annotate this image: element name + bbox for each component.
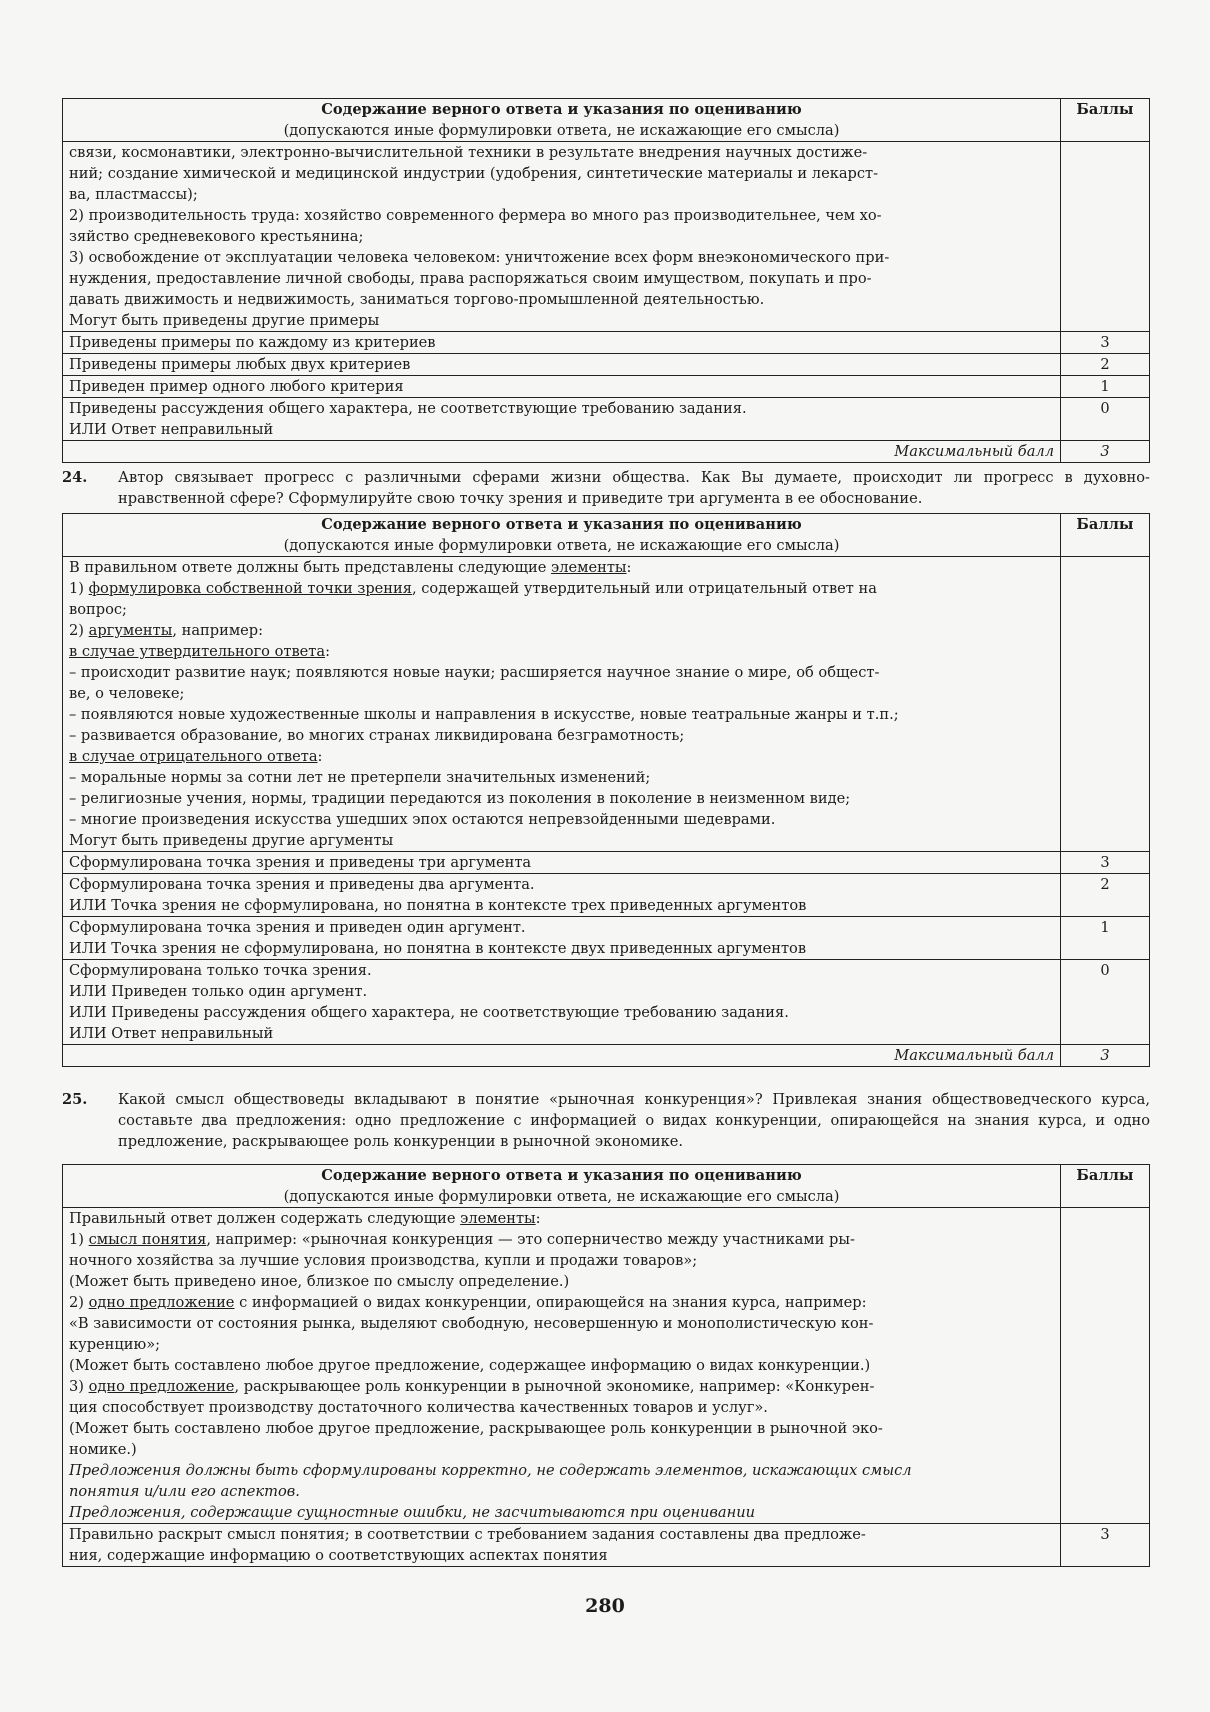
empty-points-cell [1061,1208,1150,1524]
criterion-row [63,874,1150,917]
underlined-term: элементы [551,559,627,576]
criterion-text: Приведены примеры по каждому из критериев [63,332,1061,354]
text-part: 3) [69,1378,89,1395]
text-line: Могут быть приведены другие аргументы [69,832,394,849]
text-line [69,1229,1054,1250]
text-line: ве, о человеке; [69,685,185,702]
text-line: давать движимость и недвижимость, заниматься торгово-промышленной деятельностью. [69,291,765,308]
max-score-row [63,1045,1150,1067]
header-points-cell [1061,99,1150,142]
text-line [69,1208,1054,1229]
criterion-line: ИЛИ Ответ неправильный [69,421,274,438]
table-header-row [63,1165,1150,1208]
criterion-points: 2 [1061,874,1150,917]
criterion-text: Сформулирована точка зрения и приведены три аргумента [63,852,1061,874]
text-part: 1) [69,580,89,597]
criterion-row [63,852,1150,874]
header-title: Содержание верного ответа и указания по оцениванию [321,516,802,533]
empty-points-cell [1061,142,1150,332]
text-line [69,557,1054,578]
question-text: Автор связывает прогресс с различными сферами жизни общества. Как Вы думаете, происходит ли прогресс в духовно-нравственной сфере? Сформулируйте свою точку зрения и приведите три аргумента в ее обоснование. [118,469,1150,507]
criterion-row [63,917,1150,960]
table-header-row [63,99,1150,142]
criterion-points: 0 [1061,398,1150,441]
text-line: (Может быть приведено иное, близкое по смыслу определение.) [69,1273,570,1290]
criterion-text: Приведен пример одного любого критерия [63,376,1061,398]
text-part: : [317,748,323,765]
text-part: , раскрывающее роль конкуренции в рыночной экономике, например: «Конкурен- [234,1378,875,1395]
criterion-row [63,332,1150,354]
header-content-cell [63,514,1061,557]
max-score-label: Максимальный балл [63,441,1061,463]
criterion-points: 2 [1061,354,1150,376]
question-number: 24. [62,469,88,486]
answer-content-row [63,142,1150,332]
header-points-cell [1061,514,1150,557]
criterion-line: ИЛИ Ответ неправильный [69,1025,274,1042]
criterion-line: Сформулирована точка зрения и приведены два аргумента. [69,876,535,893]
header-content-cell [63,99,1061,142]
text-line [69,1376,1054,1397]
underlined-term: формулировка собственной точки зрения [88,580,412,597]
criterion-points: 1 [1061,917,1150,960]
text-part: с информацией о видах конкуренции, опирающейся на знания курса, например: [234,1294,867,1311]
text-line: нуждения, предоставление личной свободы, права распоряжаться своим имуществом, покупать и про- [69,270,872,287]
text-part: : [535,1210,541,1227]
question-24 [62,467,1150,509]
table-header-row [63,514,1150,557]
header-subtitle: (допускаются иные формулировки ответа, не искажающие его смысла) [283,537,840,554]
text-part: 1) [69,1231,89,1248]
text-line: (Может быть составлено любое другое предложение, содержащее информацию о видах конкуренции.) [69,1357,871,1374]
text-line: – развивается образование, во многих странах ликвидирована безграмотность; [69,727,685,744]
text-line: – многие произведения искусства ушедших эпох остаются непревзойденными шедеврами. [69,811,776,828]
header-title: Содержание верного ответа и указания по оцениванию [321,101,802,118]
text-line: 3) освобождение от эксплуатации человека человеком: уничтожение всех форм внеэкономического при- [69,249,890,266]
header-subtitle: (допускаются иные формулировки ответа, не искажающие его смысла) [283,122,840,139]
criterion-points: 3 [1061,852,1150,874]
criterion-points: 3 [1061,332,1150,354]
text-part: , например: «рыночная конкуренция — это соперничество между участниками ры- [206,1231,855,1248]
text-line: 2) производительность труда: хозяйство современного фермера во много раз производительнее, чем хо- [69,207,882,224]
text-line: ночного хозяйства за лучшие условия производства, купли и продажи товаров»; [69,1252,698,1269]
page-content [62,98,1150,1567]
text-line [69,578,1054,599]
text-line: вопрос; [69,601,127,618]
text-line: ция способствует производству достаточного количества качественных товаров и услуг». [69,1399,768,1416]
italic-note-line: Предложения, содержащие сущностные ошибки, не засчитываются при оценивании [69,1504,755,1521]
criterion-points: 0 [1061,960,1150,1045]
text-line: ва, пластмассы); [69,186,198,203]
header-points: Баллы [1076,516,1134,533]
underlined-term: одно предложение [88,1378,235,1395]
criterion-points: 3 [1061,1524,1150,1567]
criterion-line: ния, содержащие информацию о соответствующих аспектах понятия [69,1547,608,1564]
text-part: Правильный ответ должен содержать следующие [69,1210,461,1227]
text-line: – появляются новые художественные школы и направления в искусстве, новые театральные жанры и т.п.; [69,706,899,723]
underlined-term: аргументы [88,622,173,639]
criterion-text: Приведены примеры любых двух критериев [63,354,1061,376]
criteria-table-25 [62,1164,1150,1567]
criterion-text-cell [63,1524,1061,1567]
text-line: зяйство средневекового крестьянина; [69,228,364,245]
question-number: 25. [62,1091,88,1108]
criterion-points: 1 [1061,376,1150,398]
text-line [69,746,1054,767]
question-text: Какой смысл обществоведы вкладывают в понятие «рыночная конкуренция»? Привлекая знания обществоведческого курса, составьте два предложения: одно предложение с информацией о видах конкуренции, опирающейся на знания курса, и одно предложение, раскрывающее роль конкуренции в рыночной экономике. [118,1091,1150,1150]
max-score-label: Максимальный балл [63,1045,1061,1067]
page-number: 280 [585,1595,625,1617]
header-title: Содержание верного ответа и указания по оцениванию [321,1167,802,1184]
criterion-line: ИЛИ Приведены рассуждения общего характера, не соответствующие требованию задания. [69,1004,789,1021]
answer-content-cell [63,557,1061,852]
text-line [69,1292,1054,1313]
header-points: Баллы [1076,101,1134,118]
question-25 [62,1089,1150,1152]
text-part: В правильном ответе должны быть представлены следующие [69,559,552,576]
answer-content-cell [63,1208,1061,1524]
text-part: , например: [172,622,264,639]
answer-content-cell [63,142,1061,332]
criteria-table-23 [62,98,1150,463]
criterion-row [63,1524,1150,1567]
answer-content-row [63,557,1150,852]
criterion-row [63,960,1150,1045]
text-line: «В зависимости от состояния рынка, выделяют свободную, несовершенную и монополистическую кон- [69,1315,874,1332]
spacer [62,1067,1150,1085]
criterion-line: ИЛИ Приведен только один аргумент. [69,983,368,1000]
text-line: номике.) [69,1441,137,1458]
text-part: : [325,643,330,660]
max-score-row [63,441,1150,463]
text-line [69,620,1054,641]
criterion-row [63,376,1150,398]
empty-points-cell [1061,557,1150,852]
text-part: 2) [69,622,89,639]
italic-note-line: Предложения должны быть сформулированы корректно, не содержать элементов, искажающих смысл [69,1462,912,1479]
criterion-line: Приведены рассуждения общего характера, не соответствующие требованию задания. [69,400,747,417]
criterion-text-cell [63,917,1061,960]
header-points: Баллы [1076,1167,1134,1184]
answer-content-row [63,1208,1150,1524]
criterion-row [63,398,1150,441]
text-line [69,641,1054,662]
criterion-row [63,354,1150,376]
underlined-term: в случае утвердительного ответа [69,643,326,660]
criterion-line: ИЛИ Точка зрения не сформулирована, но понятна в контексте двух приведенных аргументов [69,940,807,957]
header-points-cell [1061,1165,1150,1208]
underlined-term: смысл понятия [88,1231,207,1248]
text-line: – религиозные учения, нормы, традиции передаются из поколения в поколение в неизменном виде; [69,790,851,807]
criterion-line: Правильно раскрыт смысл понятия; в соответствии с требованием задания составлены два предложе- [69,1526,866,1543]
italic-note-line: понятия и/или его аспектов. [69,1483,300,1500]
text-line: – моральные нормы за сотни лет не претерпели значительных изменений; [69,769,651,786]
max-score-value: 3 [1061,1045,1150,1067]
criterion-line: ИЛИ Точка зрения не сформулирована, но понятна в контексте трех приведенных аргументов [69,897,807,914]
text-part: : [626,559,632,576]
criteria-table-24 [62,513,1150,1067]
criterion-text-cell [63,960,1061,1045]
text-line: (Может быть составлено любое другое предложение, раскрывающее роль конкуренции в рыночной эко- [69,1420,883,1437]
text-part: 2) [69,1294,89,1311]
underlined-term: одно предложение [88,1294,235,1311]
text-line: связи, космонавтики, электронно-вычислительной техники в результате внедрения научных достиже- [69,144,868,161]
underlined-term: элементы [460,1210,536,1227]
header-subtitle: (допускаются иные формулировки ответа, не искажающие его смысла) [283,1188,840,1205]
text-line: куренцию»; [69,1336,161,1353]
header-content-cell [63,1165,1061,1208]
text-line: Могут быть приведены другие примеры [69,312,380,329]
text-line: ний; создание химической и медицинской индустрии (удобрения, синтетические материалы и лекарст- [69,165,879,182]
criterion-text-cell [63,874,1061,917]
max-score-value: 3 [1061,441,1150,463]
text-part: , содержащей утвердительный или отрицательный ответ на [411,580,877,597]
text-line: – происходит развитие наук; появляются новые науки; расширяется научное знание о мире, об общест- [69,664,880,681]
underlined-term: в случае отрицательного ответа [69,748,318,765]
criterion-text-cell [63,398,1061,441]
criterion-line: Сформулирована только точка зрения. [69,962,372,979]
criterion-line: Сформулирована точка зрения и приведен один аргумент. [69,919,526,936]
spacer [62,1156,1150,1164]
